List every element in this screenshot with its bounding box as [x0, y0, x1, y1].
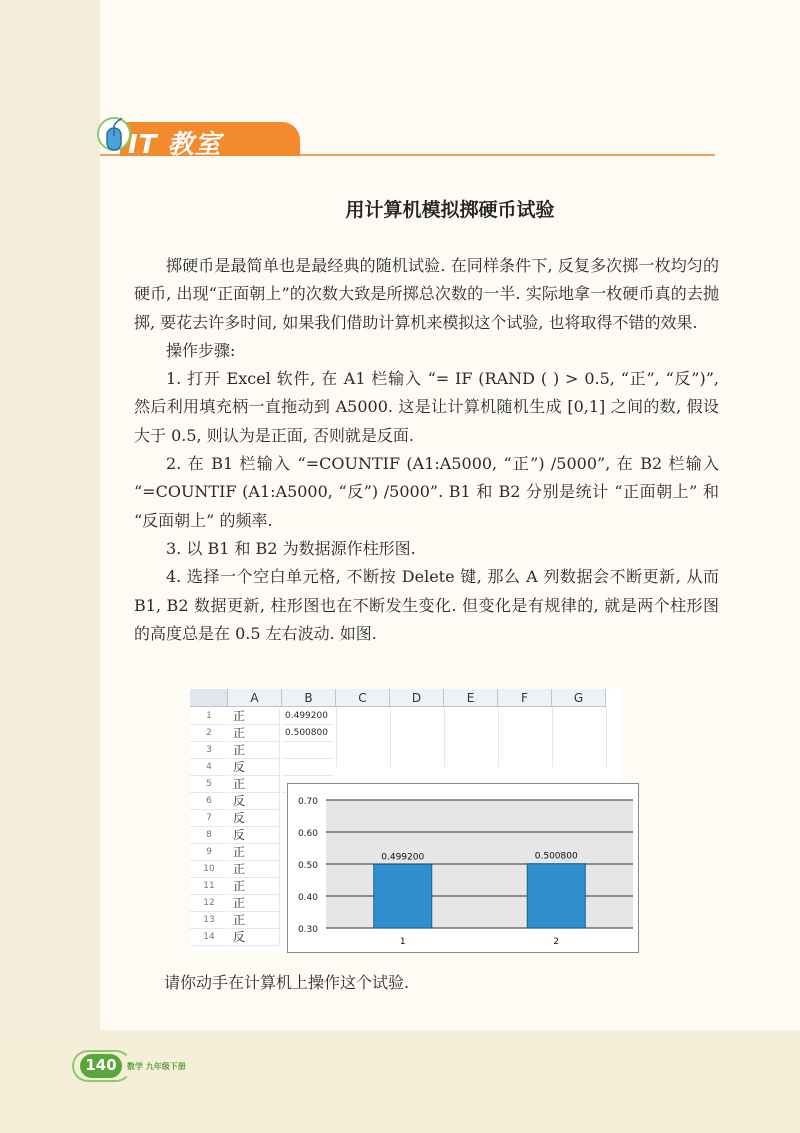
row-number[interactable]: 8 [190, 827, 228, 844]
cell-a[interactable]: 反 [230, 759, 280, 776]
y-tick-label: 0.60 [297, 829, 318, 839]
column-header-a[interactable]: A [228, 689, 282, 707]
column-header-f[interactable]: F [498, 689, 552, 707]
row-number[interactable]: 11 [190, 878, 228, 895]
cell-a[interactable]: 反 [230, 929, 280, 946]
cell-a[interactable]: 反 [230, 827, 280, 844]
paragraph-step-4: 4. 选择一个空白单元格, 不断按 Delete 键, 那么 A 列数据会不断更新, 从而 B1, B2 数据更新, 柱形图也在不断发生变化. 但变化是有规律的, 就是两个柱形图的高度总是在 0.5 左右波动. 如图. [134, 567, 719, 643]
paragraph-step-2: 2. 在 B1 栏输入 “=COUNTIF (A1:A5000, “正”) /5000”, 在 B2 栏输入 “=COUNTIF (A1:A5000, “反”) /5000”. B1 和 B2 分别是统计 “正面朝上” 和 “反面朝上” 的频率. [134, 454, 719, 530]
y-tick-label: 0.40 [297, 893, 318, 903]
row-number[interactable]: 14 [190, 929, 228, 946]
article-body [134, 252, 719, 648]
grid-line [390, 707, 391, 767]
cell-b[interactable] [282, 759, 334, 776]
cell-a[interactable]: 正 [230, 776, 280, 793]
article-title: 用计算机模拟掷硬币试验 [345, 199, 555, 221]
bar-value-label: 0.499200 [381, 852, 425, 863]
y-tick-label: 0.70 [297, 797, 318, 807]
column-header-b[interactable]: B [282, 689, 336, 707]
grid-line [552, 707, 553, 767]
bottom-band [0, 1030, 800, 1133]
row-number[interactable]: 7 [190, 810, 228, 827]
column-header-c[interactable]: C [336, 689, 390, 707]
book-title: 数学 九年级下册 [127, 1062, 186, 1071]
bar-value-label: 0.500800 [534, 851, 578, 862]
paragraph-steps-label: 操作步骤: [166, 340, 236, 360]
cell-a[interactable]: 正 [230, 742, 280, 759]
chart-canvas [288, 784, 638, 952]
x-tick-label: 2 [553, 937, 560, 947]
cell-a[interactable]: 正 [230, 725, 280, 742]
mouse-icon [96, 116, 132, 160]
y-tick-label: 0.50 [297, 861, 318, 871]
closing-text: 请你动手在计算机上操作这个试验. [164, 973, 410, 992]
bar [527, 864, 585, 928]
cell-a[interactable]: 正 [230, 878, 280, 895]
grid-line [498, 707, 499, 767]
cell-a[interactable]: 反 [230, 810, 280, 827]
cell-a[interactable]: 正 [230, 912, 280, 929]
row-number[interactable]: 10 [190, 861, 228, 878]
grid-line [336, 707, 337, 767]
paragraph-step-3: 3. 以 B1 和 B2 为数据源作柱形图. [166, 538, 416, 558]
row-number[interactable]: 1 [190, 708, 228, 725]
cell-b[interactable]: 0.499200 [282, 708, 334, 725]
left-margin [0, 0, 100, 1133]
cell-a[interactable]: 正 [230, 861, 280, 878]
column-header-d[interactable]: D [390, 689, 444, 707]
sheet-corner [190, 689, 228, 707]
row-number[interactable]: 6 [190, 793, 228, 810]
row-number[interactable]: 2 [190, 725, 228, 742]
grid-line [444, 707, 445, 767]
grid-line [606, 707, 607, 767]
row-number[interactable]: 9 [190, 844, 228, 861]
row-number[interactable]: 3 [190, 742, 228, 759]
cell-b[interactable] [282, 742, 334, 759]
cell-b[interactable]: 0.500800 [282, 725, 334, 742]
row-number[interactable]: 4 [190, 759, 228, 776]
paragraph-step-1: 1. 打开 Excel 软件, 在 A1 栏输入 “= IF (RAND ( ) > 0.5, “正”, “反”)”, 然后利用填充柄一直拖动到 A5000. 这是让计算机随机生成 [0,1] 之间的数, 假设大于 0.5, 则认为是正面, 否则就是反面. [134, 369, 719, 445]
row-number[interactable]: 13 [190, 912, 228, 929]
paragraph-intro: 掷硬币是最简单也是最经典的随机试验. 在同样条件下, 反复多次掷一枚均匀的硬币, 出现“正面朝上”的次数大致是所掷总次数的一半. 实际地拿一枚硬币真的去抛掷, 要花去许多时间, 如果我们借助计算机来模拟这个试验, 也将取得不错的效果. [134, 256, 719, 332]
row-number[interactable]: 5 [190, 776, 228, 793]
cell-a[interactable]: 正 [230, 708, 280, 725]
x-tick-label: 1 [399, 937, 406, 947]
column-header-g[interactable]: G [552, 689, 606, 707]
bar [374, 864, 432, 928]
section-label: IT 教室 [128, 130, 222, 160]
cell-a[interactable]: 反 [230, 793, 280, 810]
page-number: 140 [85, 1056, 117, 1074]
y-tick-label: 0.30 [297, 925, 318, 935]
bar-chart [287, 783, 639, 953]
column-header-e[interactable]: E [444, 689, 498, 707]
row-number[interactable]: 12 [190, 895, 228, 912]
cell-a[interactable]: 正 [230, 895, 280, 912]
cell-a[interactable]: 正 [230, 844, 280, 861]
